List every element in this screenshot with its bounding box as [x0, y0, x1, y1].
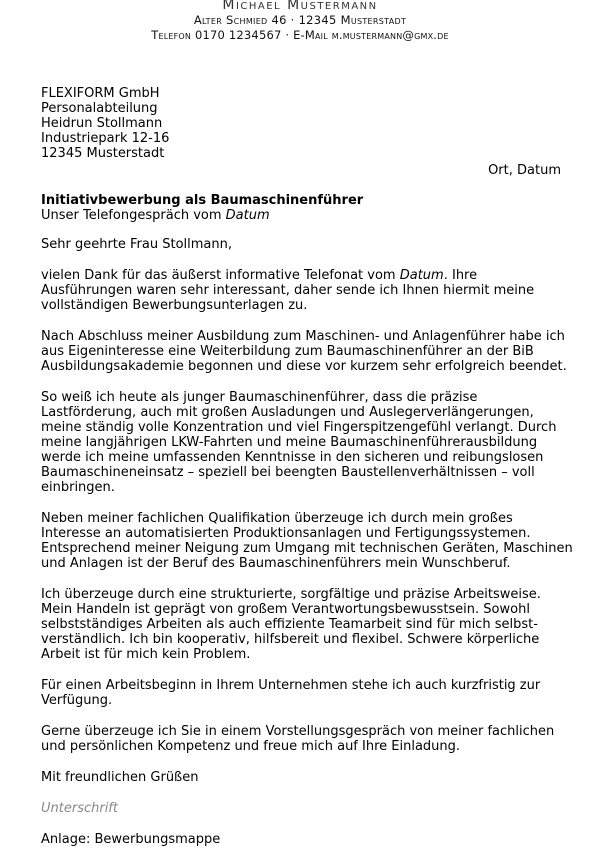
recipient-person: Heidrun Stollmann	[41, 116, 163, 131]
paragraph-interest	[41, 511, 571, 571]
p5-line-1: Ich überzeuge durch eine strukturierte, sorgfältige und präzise Arbeitsweise.	[41, 587, 541, 602]
letter-date: Ort, Datum	[488, 163, 561, 178]
subject-block	[41, 193, 363, 223]
p3-line-5: werde ich meine umfassenden Kenntnisse in den sicheren und reibungslosen	[41, 450, 544, 465]
p1-line-2: Ausführungen waren sehr interessant, daher sende ich Ihnen hiermit meine	[41, 283, 535, 298]
p7-line-1: Gerne überzeuge ich Sie in einem Vorstellungsgespräch von meiner fachlichen	[41, 724, 555, 739]
subject-title: Initiativbewerbung als Baumaschinenführer	[41, 193, 364, 208]
paragraph-character	[41, 587, 571, 662]
subject-reference-prefix: Unser Telefongespräch vom	[41, 208, 226, 223]
p1-text-2: . Ihre	[443, 268, 478, 283]
signature-placeholder: Unterschrift	[41, 801, 118, 816]
recipient-city: 12345 Musterstadt	[41, 146, 165, 161]
p3-line-1: So weiß ich heute als junger Baumaschinenführer, dass die präzise	[41, 390, 478, 405]
p4-line-2: Interesse an automatisierten Produktionsanlagen und Fertigungssystemen.	[41, 526, 531, 541]
paragraph-thanks	[41, 268, 571, 313]
p6-line-2: Verfügung.	[41, 693, 113, 708]
p4-line-3: Entsprechend meiner Neigung zum Umgang mit technischen Geräten, Maschinen	[41, 541, 573, 556]
p1-text-1: vielen Dank für das äußerst informative Telefonat vom	[41, 268, 400, 283]
recipient-street: Industriepark 12-16	[41, 131, 170, 146]
recipient-company: FLEXIFORM GmbH	[41, 86, 160, 101]
enclosure: Anlage: Bewerbungsmappe	[41, 832, 221, 847]
p5-line-5: Arbeit ist für mich kein Problem.	[41, 647, 251, 662]
p6-line-1: Für einen Arbeitsbeginn in Ihrem Unternehmen stehe ich auch kurzfristig zur	[41, 678, 541, 693]
p4-line-4: und Anlagen ist der Beruf des Baumaschinenführers mein Wunschberuf.	[41, 556, 511, 571]
p3-line-3: meine ständig volle Konzentration und viel Fingerspitzengefühl verlangt. Durch	[41, 420, 557, 435]
p3-line-7: einbringen.	[41, 480, 115, 495]
paragraph-education	[41, 329, 571, 374]
subject-reference	[41, 208, 363, 223]
recipient-address	[41, 86, 169, 161]
sender-address: Alter Schmied 46 · 12345 Musterstadt	[193, 13, 407, 27]
letter-body	[41, 237, 571, 863]
closing: Mit freundlichen Grüßen	[41, 770, 199, 785]
p5-line-3: selbstständiges Arbeiten als auch effiziente Teamarbeit sind für mich selbst-	[41, 617, 538, 632]
paragraph-availability	[41, 678, 571, 708]
p3-line-2: Lastförderung, auch mit großen Ausladungen und Auslegerverlängerungen,	[41, 405, 534, 420]
p5-line-4: verständlich. Ich bin kooperativ, hilfsbereit und flexibel. Schwere körperliche	[41, 632, 540, 647]
p4-line-1: Neben meiner fachlichen Qualifikation überzeuge ich durch mein großes	[41, 511, 513, 526]
sender-contact: Telefon 0170 1234567 · E-Mail m.mustermann@gmx.de	[151, 28, 449, 42]
p2-line-3: Ausbildungsakademie begonnen und diese vor kurzem sehr erfolgreich beendet.	[41, 359, 567, 374]
p5-line-2: Mein Handeln ist geprägt von großem Verantwortungsbewusstsein. Sowohl	[41, 602, 530, 617]
recipient-department: Personalabteilung	[41, 101, 158, 116]
p3-line-4: meine langjährigen LKW-Fahrten und meine Baumaschinenführerausbildung	[41, 435, 538, 450]
p2-line-1: Nach Abschluss meiner Ausbildung zum Maschinen- und Anlagenführer habe ich	[41, 329, 565, 344]
paragraph-skills	[41, 390, 571, 495]
p7-line-2: und persönlichen Kompetenz und freue mich auf Ihre Einladung.	[41, 739, 461, 754]
sender-name: Michael Mustermann	[222, 0, 378, 13]
subject-reference-date: Datum	[225, 208, 270, 223]
p1-line-3: vollständigen Bewerbungsunterlagen zu.	[41, 298, 308, 313]
salutation: Sehr geehrte Frau Stollmann,	[41, 237, 233, 252]
p2-line-2: aus Eigeninteresse eine Weiterbildung zum Baumaschinenführer an der BiB	[41, 344, 534, 359]
p1-date: Datum	[399, 268, 444, 283]
paragraph-interview	[41, 724, 571, 754]
p3-line-6: Baumaschineneinsatz – speziell bei beengten Baustellenverhältnissen – voll	[41, 465, 535, 480]
